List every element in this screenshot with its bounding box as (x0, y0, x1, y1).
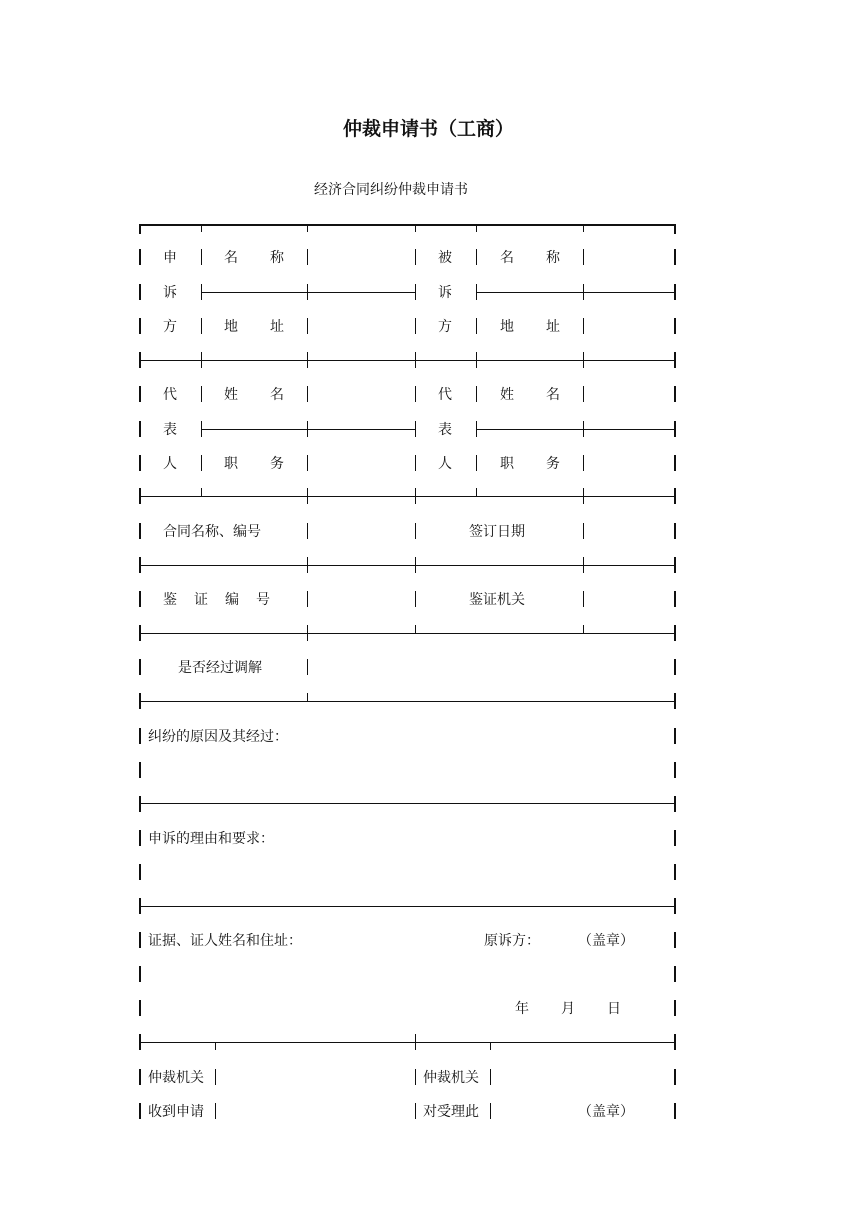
applicant-label-char-3: 方 (163, 319, 177, 335)
mediation-label: 是否经过调解 (178, 660, 262, 676)
footer-left-field[interactable] (218, 1060, 412, 1122)
applicant-rep-label-char-1: 代 (163, 387, 177, 403)
applicant-rep-title-field[interactable] (309, 432, 413, 492)
footer-receive-application: 收到申请 (148, 1104, 204, 1120)
applicant-rep-name-field[interactable] (309, 376, 413, 424)
date-year-label: 年 (515, 1001, 529, 1017)
cert-no-label-char-3: 编 (225, 592, 239, 608)
applicant-address-label-b: 址 (270, 319, 284, 335)
respondent-address-label-a: 地 (500, 319, 514, 335)
applicant-rep-title-label-b: 务 (270, 456, 284, 472)
applicant-address-field[interactable] (309, 296, 413, 356)
cert-org-label: 鉴证机关 (469, 592, 525, 608)
respondent-name-field[interactable] (585, 240, 672, 288)
footer-arbitration-org-left: 仲裁机关 (148, 1070, 204, 1086)
respondent-rep-name-field[interactable] (585, 376, 672, 424)
applicant-label-char-2: 诉 (163, 285, 177, 301)
date-day-label: 日 (607, 1001, 621, 1017)
applicant-label-char-1: 申 (163, 250, 177, 266)
applicant-rep-title-label-a: 职 (224, 456, 238, 472)
sign-date-field[interactable] (585, 500, 672, 562)
footer-accept-case: 对受理此 (423, 1104, 479, 1120)
appeal-reason-field[interactable] (145, 850, 670, 900)
respondent-label-char-2: 诉 (438, 285, 452, 301)
respondent-name-label-b: 称 (546, 250, 560, 266)
respondent-address-label-b: 址 (546, 319, 560, 335)
dispute-cause-field[interactable] (145, 748, 670, 798)
evidence-field[interactable] (145, 952, 475, 1032)
applicant-name-field[interactable] (309, 240, 413, 288)
cert-no-label-char-2: 证 (194, 592, 208, 608)
applicant-name-label-b: 称 (270, 250, 284, 266)
applicant-seal-label: （盖章） (578, 933, 634, 949)
applicant-rep-label-char-3: 人 (163, 456, 177, 472)
evidence-label: 证据、证人姓名和住址： (148, 933, 302, 949)
respondent-rep-label-char-3: 人 (438, 456, 452, 472)
respondent-label-char-1: 被 (438, 250, 452, 266)
footer-arbitration-org-right: 仲裁机关 (423, 1070, 479, 1086)
cert-org-field[interactable] (585, 569, 672, 631)
respondent-address-field[interactable] (585, 296, 672, 356)
applicant-address-label-a: 地 (224, 319, 238, 335)
respondent-rep-label-char-1: 代 (438, 387, 452, 403)
cert-no-label-char-4: 号 (256, 592, 270, 608)
document-title: 仲裁申请书（工商） (343, 118, 515, 140)
contract-name-field[interactable] (309, 500, 413, 562)
respondent-rep-title-label-a: 职 (500, 456, 514, 472)
respondent-label-char-3: 方 (438, 319, 452, 335)
applicant-rep-name-label-a: 姓 (224, 387, 238, 403)
mediation-field[interactable] (309, 637, 672, 699)
applicant-name-label-a: 名 (224, 250, 238, 266)
document-subtitle: 经济合同纠纷仲裁申请书 (314, 182, 468, 198)
respondent-rep-title-label-b: 务 (546, 456, 560, 472)
applicant-rep-label-char-2: 表 (163, 422, 177, 438)
respondent-rep-label-char-2: 表 (438, 422, 452, 438)
applicant-signature-label: 原诉方： (484, 933, 540, 949)
sign-date-label: 签订日期 (469, 524, 525, 540)
respondent-name-label-a: 名 (500, 250, 514, 266)
respondent-rep-name-label-b: 名 (546, 387, 560, 403)
contract-name-label: 合同名称、编号 (163, 524, 261, 540)
respondent-rep-name-label-a: 姓 (500, 387, 514, 403)
appeal-reason-label: 申诉的理由和要求： (148, 831, 274, 847)
dispute-cause-label: 纠纷的原因及其经过： (148, 729, 288, 745)
respondent-rep-title-field[interactable] (585, 432, 672, 492)
footer-seal-label: （盖章） (578, 1104, 634, 1120)
date-month-label: 月 (561, 1001, 575, 1017)
cert-no-field[interactable] (309, 569, 413, 631)
applicant-rep-name-label-b: 名 (270, 387, 284, 403)
cert-no-label-char-1: 鉴 (163, 592, 177, 608)
